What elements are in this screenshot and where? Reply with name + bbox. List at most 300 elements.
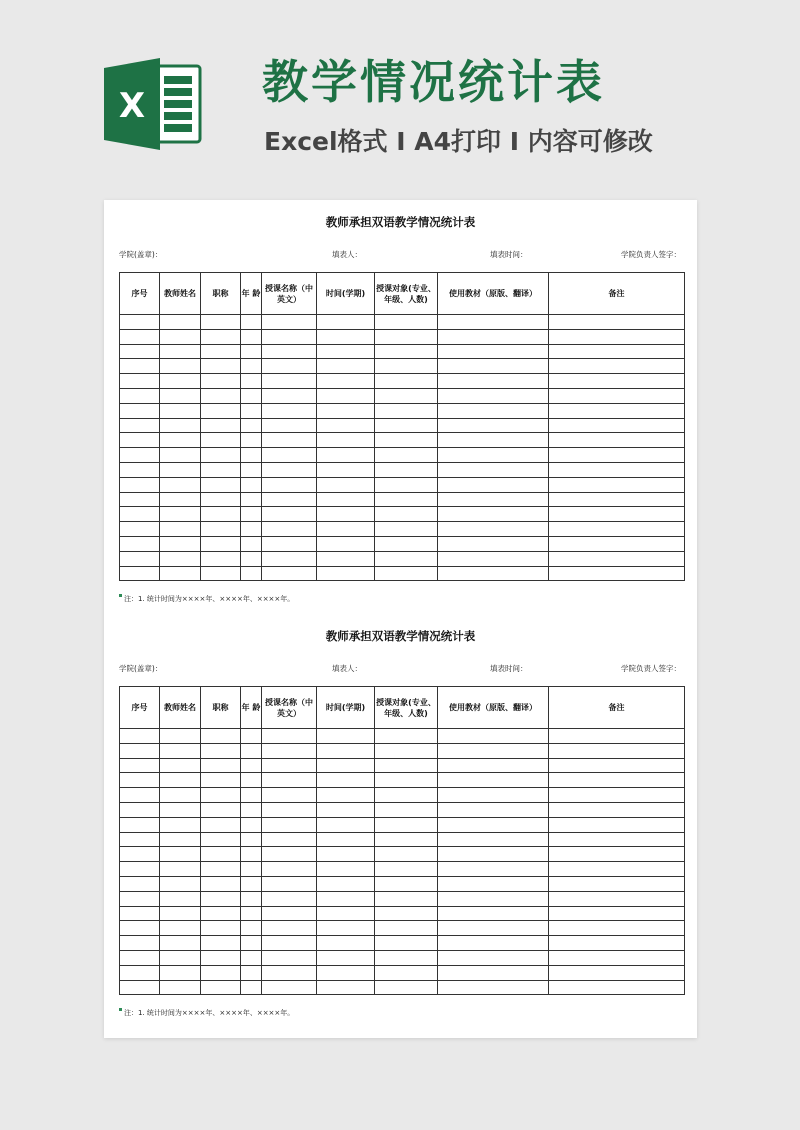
table-cell[interactable]	[549, 433, 685, 448]
table-cell[interactable]	[438, 773, 549, 788]
table-cell[interactable]	[438, 788, 549, 803]
table-cell[interactable]	[160, 403, 201, 418]
table-cell[interactable]	[241, 906, 262, 921]
table-cell[interactable]	[375, 773, 438, 788]
table-cell[interactable]	[317, 788, 375, 803]
table-cell[interactable]	[201, 921, 241, 936]
table-cell[interactable]	[160, 315, 201, 330]
table-cell[interactable]	[438, 551, 549, 566]
table-cell[interactable]	[120, 433, 160, 448]
table-cell[interactable]	[549, 950, 685, 965]
table-cell[interactable]	[120, 536, 160, 551]
table-cell[interactable]	[549, 832, 685, 847]
table-cell[interactable]	[438, 876, 549, 891]
table-cell[interactable]	[375, 315, 438, 330]
table-cell[interactable]	[549, 374, 685, 389]
table-cell[interactable]	[120, 507, 160, 522]
table-cell[interactable]	[549, 507, 685, 522]
table-cell[interactable]	[120, 876, 160, 891]
table-cell[interactable]	[375, 891, 438, 906]
table-cell[interactable]	[262, 862, 317, 877]
table-cell[interactable]	[262, 433, 317, 448]
table-cell[interactable]	[375, 980, 438, 995]
table-cell[interactable]	[160, 418, 201, 433]
table-cell[interactable]	[317, 980, 375, 995]
table-cell[interactable]	[201, 965, 241, 980]
table-cell[interactable]	[241, 876, 262, 891]
table-cell[interactable]	[317, 462, 375, 477]
table-cell[interactable]	[375, 359, 438, 374]
table-cell[interactable]	[549, 906, 685, 921]
table-cell[interactable]	[201, 388, 241, 403]
table-cell[interactable]	[241, 965, 262, 980]
table-cell[interactable]	[120, 743, 160, 758]
table-cell[interactable]	[317, 936, 375, 951]
table-cell[interactable]	[549, 921, 685, 936]
table-cell[interactable]	[375, 522, 438, 537]
table-cell[interactable]	[201, 403, 241, 418]
table-cell[interactable]	[438, 536, 549, 551]
table-cell[interactable]	[317, 522, 375, 537]
table-cell[interactable]	[549, 522, 685, 537]
table-cell[interactable]	[317, 448, 375, 463]
table-cell[interactable]	[201, 729, 241, 744]
table-cell[interactable]	[375, 374, 438, 389]
table-cell[interactable]	[317, 876, 375, 891]
table-cell[interactable]	[160, 862, 201, 877]
table-cell[interactable]	[201, 536, 241, 551]
table-cell[interactable]	[120, 891, 160, 906]
table-cell[interactable]	[241, 315, 262, 330]
table-cell[interactable]	[201, 448, 241, 463]
table-cell[interactable]	[241, 773, 262, 788]
table-cell[interactable]	[262, 847, 317, 862]
table-cell[interactable]	[549, 566, 685, 581]
table-cell[interactable]	[262, 788, 317, 803]
table-cell[interactable]	[375, 492, 438, 507]
table-cell[interactable]	[317, 433, 375, 448]
table-cell[interactable]	[549, 551, 685, 566]
table-cell[interactable]	[438, 743, 549, 758]
table-cell[interactable]	[375, 507, 438, 522]
table-cell[interactable]	[375, 743, 438, 758]
table-cell[interactable]	[241, 788, 262, 803]
table-cell[interactable]	[160, 773, 201, 788]
table-cell[interactable]	[317, 418, 375, 433]
table-cell[interactable]	[375, 388, 438, 403]
table-cell[interactable]	[262, 950, 317, 965]
table-cell[interactable]	[201, 418, 241, 433]
table-cell[interactable]	[160, 388, 201, 403]
table-cell[interactable]	[120, 729, 160, 744]
table-cell[interactable]	[438, 566, 549, 581]
table-cell[interactable]	[262, 359, 317, 374]
table-cell[interactable]	[241, 374, 262, 389]
table-cell[interactable]	[120, 921, 160, 936]
table-cell[interactable]	[262, 980, 317, 995]
table-cell[interactable]	[317, 374, 375, 389]
table-cell[interactable]	[375, 862, 438, 877]
table-cell[interactable]	[160, 359, 201, 374]
table-cell[interactable]	[375, 817, 438, 832]
table-cell[interactable]	[317, 403, 375, 418]
table-cell[interactable]	[317, 359, 375, 374]
table-cell[interactable]	[375, 832, 438, 847]
table-cell[interactable]	[438, 936, 549, 951]
table-cell[interactable]	[438, 462, 549, 477]
table-cell[interactable]	[160, 477, 201, 492]
table-cell[interactable]	[262, 522, 317, 537]
table-cell[interactable]	[241, 403, 262, 418]
table-cell[interactable]	[120, 344, 160, 359]
table-cell[interactable]	[549, 729, 685, 744]
table-cell[interactable]	[438, 847, 549, 862]
table-cell[interactable]	[241, 802, 262, 817]
table-cell[interactable]	[375, 477, 438, 492]
table-cell[interactable]	[120, 950, 160, 965]
table-cell[interactable]	[375, 566, 438, 581]
table-cell[interactable]	[120, 847, 160, 862]
table-cell[interactable]	[375, 729, 438, 744]
table-cell[interactable]	[201, 906, 241, 921]
table-cell[interactable]	[160, 936, 201, 951]
table-cell[interactable]	[317, 862, 375, 877]
table-cell[interactable]	[262, 743, 317, 758]
table-cell[interactable]	[262, 936, 317, 951]
table-cell[interactable]	[160, 891, 201, 906]
table-cell[interactable]	[262, 965, 317, 980]
table-cell[interactable]	[160, 344, 201, 359]
table-cell[interactable]	[201, 344, 241, 359]
table-cell[interactable]	[549, 388, 685, 403]
table-cell[interactable]	[160, 374, 201, 389]
table-cell[interactable]	[201, 566, 241, 581]
table-cell[interactable]	[438, 832, 549, 847]
table-cell[interactable]	[241, 477, 262, 492]
table-cell[interactable]	[120, 388, 160, 403]
table-cell[interactable]	[375, 462, 438, 477]
table-cell[interactable]	[549, 315, 685, 330]
table-cell[interactable]	[549, 418, 685, 433]
table-cell[interactable]	[160, 462, 201, 477]
table-cell[interactable]	[438, 403, 549, 418]
table-cell[interactable]	[160, 729, 201, 744]
table-cell[interactable]	[438, 817, 549, 832]
table-cell[interactable]	[375, 418, 438, 433]
table-cell[interactable]	[317, 344, 375, 359]
table-cell[interactable]	[262, 477, 317, 492]
table-cell[interactable]	[375, 448, 438, 463]
table-cell[interactable]	[375, 965, 438, 980]
table-cell[interactable]	[201, 507, 241, 522]
table-cell[interactable]	[375, 788, 438, 803]
table-cell[interactable]	[549, 329, 685, 344]
table-cell[interactable]	[375, 847, 438, 862]
table-cell[interactable]	[201, 891, 241, 906]
table-cell[interactable]	[241, 359, 262, 374]
table-cell[interactable]	[241, 492, 262, 507]
table-cell[interactable]	[438, 891, 549, 906]
table-cell[interactable]	[438, 906, 549, 921]
table-cell[interactable]	[201, 743, 241, 758]
table-cell[interactable]	[262, 492, 317, 507]
table-cell[interactable]	[201, 832, 241, 847]
table-cell[interactable]	[160, 788, 201, 803]
table-cell[interactable]	[120, 936, 160, 951]
table-cell[interactable]	[160, 448, 201, 463]
table-cell[interactable]	[317, 507, 375, 522]
table-cell[interactable]	[241, 329, 262, 344]
table-cell[interactable]	[160, 329, 201, 344]
table-cell[interactable]	[120, 315, 160, 330]
table-cell[interactable]	[201, 462, 241, 477]
table-cell[interactable]	[241, 418, 262, 433]
table-cell[interactable]	[375, 802, 438, 817]
table-cell[interactable]	[201, 329, 241, 344]
table-cell[interactable]	[241, 551, 262, 566]
table-cell[interactable]	[262, 462, 317, 477]
table-cell[interactable]	[549, 847, 685, 862]
table-cell[interactable]	[438, 315, 549, 330]
table-cell[interactable]	[241, 729, 262, 744]
table-cell[interactable]	[317, 743, 375, 758]
table-cell[interactable]	[438, 329, 549, 344]
table-cell[interactable]	[438, 965, 549, 980]
table-cell[interactable]	[120, 773, 160, 788]
table-cell[interactable]	[375, 758, 438, 773]
table-cell[interactable]	[160, 536, 201, 551]
table-cell[interactable]	[201, 788, 241, 803]
table-cell[interactable]	[201, 551, 241, 566]
table-cell[interactable]	[549, 773, 685, 788]
table-cell[interactable]	[262, 448, 317, 463]
table-cell[interactable]	[317, 758, 375, 773]
table-cell[interactable]	[160, 507, 201, 522]
table-cell[interactable]	[262, 906, 317, 921]
table-cell[interactable]	[160, 906, 201, 921]
table-cell[interactable]	[438, 492, 549, 507]
table-cell[interactable]	[201, 936, 241, 951]
table-cell[interactable]	[262, 773, 317, 788]
table-cell[interactable]	[160, 433, 201, 448]
table-cell[interactable]	[438, 522, 549, 537]
table-cell[interactable]	[120, 980, 160, 995]
table-cell[interactable]	[201, 950, 241, 965]
table-cell[interactable]	[438, 433, 549, 448]
table-cell[interactable]	[241, 462, 262, 477]
table-cell[interactable]	[120, 359, 160, 374]
table-cell[interactable]	[201, 802, 241, 817]
table-cell[interactable]	[160, 802, 201, 817]
table-cell[interactable]	[317, 847, 375, 862]
table-cell[interactable]	[375, 876, 438, 891]
table-cell[interactable]	[241, 980, 262, 995]
table-cell[interactable]	[120, 329, 160, 344]
table-cell[interactable]	[120, 551, 160, 566]
table-cell[interactable]	[241, 507, 262, 522]
table-cell[interactable]	[375, 433, 438, 448]
table-cell[interactable]	[120, 566, 160, 581]
table-cell[interactable]	[201, 374, 241, 389]
table-cell[interactable]	[549, 802, 685, 817]
table-cell[interactable]	[120, 788, 160, 803]
table-cell[interactable]	[317, 965, 375, 980]
table-cell[interactable]	[375, 536, 438, 551]
table-cell[interactable]	[241, 950, 262, 965]
table-cell[interactable]	[241, 536, 262, 551]
table-cell[interactable]	[317, 950, 375, 965]
table-cell[interactable]	[262, 832, 317, 847]
table-cell[interactable]	[201, 433, 241, 448]
table-cell[interactable]	[262, 817, 317, 832]
table-cell[interactable]	[317, 773, 375, 788]
table-cell[interactable]	[438, 758, 549, 773]
table-cell[interactable]	[120, 492, 160, 507]
table-cell[interactable]	[241, 388, 262, 403]
table-cell[interactable]	[120, 448, 160, 463]
table-cell[interactable]	[241, 817, 262, 832]
table-cell[interactable]	[201, 315, 241, 330]
table-cell[interactable]	[317, 566, 375, 581]
table-cell[interactable]	[317, 536, 375, 551]
table-cell[interactable]	[160, 817, 201, 832]
table-cell[interactable]	[438, 729, 549, 744]
table-cell[interactable]	[375, 906, 438, 921]
table-cell[interactable]	[262, 758, 317, 773]
table-cell[interactable]	[120, 802, 160, 817]
table-cell[interactable]	[160, 832, 201, 847]
table-cell[interactable]	[549, 492, 685, 507]
table-cell[interactable]	[549, 462, 685, 477]
table-cell[interactable]	[438, 921, 549, 936]
table-cell[interactable]	[549, 891, 685, 906]
table-cell[interactable]	[375, 950, 438, 965]
table-cell[interactable]	[120, 374, 160, 389]
table-cell[interactable]	[120, 862, 160, 877]
table-cell[interactable]	[549, 743, 685, 758]
table-cell[interactable]	[201, 773, 241, 788]
table-cell[interactable]	[241, 433, 262, 448]
table-cell[interactable]	[201, 980, 241, 995]
table-cell[interactable]	[241, 448, 262, 463]
table-cell[interactable]	[317, 477, 375, 492]
table-cell[interactable]	[549, 965, 685, 980]
table-cell[interactable]	[262, 729, 317, 744]
table-cell[interactable]	[120, 832, 160, 847]
table-cell[interactable]	[160, 551, 201, 566]
table-cell[interactable]	[241, 936, 262, 951]
table-cell[interactable]	[438, 862, 549, 877]
table-cell[interactable]	[438, 359, 549, 374]
table-cell[interactable]	[549, 980, 685, 995]
table-cell[interactable]	[375, 403, 438, 418]
table-cell[interactable]	[262, 921, 317, 936]
table-cell[interactable]	[262, 388, 317, 403]
table-cell[interactable]	[201, 522, 241, 537]
table-cell[interactable]	[262, 315, 317, 330]
table-cell[interactable]	[262, 344, 317, 359]
table-cell[interactable]	[262, 418, 317, 433]
table-cell[interactable]	[262, 551, 317, 566]
table-cell[interactable]	[160, 980, 201, 995]
table-cell[interactable]	[120, 403, 160, 418]
table-cell[interactable]	[241, 758, 262, 773]
table-cell[interactable]	[549, 477, 685, 492]
table-cell[interactable]	[438, 950, 549, 965]
table-cell[interactable]	[241, 832, 262, 847]
table-cell[interactable]	[317, 817, 375, 832]
table-cell[interactable]	[438, 448, 549, 463]
table-cell[interactable]	[160, 743, 201, 758]
table-cell[interactable]	[241, 921, 262, 936]
table-cell[interactable]	[549, 536, 685, 551]
table-cell[interactable]	[120, 965, 160, 980]
table-cell[interactable]	[549, 817, 685, 832]
table-cell[interactable]	[160, 921, 201, 936]
table-cell[interactable]	[317, 921, 375, 936]
table-cell[interactable]	[241, 566, 262, 581]
table-cell[interactable]	[241, 522, 262, 537]
table-cell[interactable]	[241, 891, 262, 906]
table-cell[interactable]	[201, 758, 241, 773]
table-cell[interactable]	[549, 788, 685, 803]
table-cell[interactable]	[549, 448, 685, 463]
table-cell[interactable]	[120, 758, 160, 773]
table-cell[interactable]	[375, 329, 438, 344]
table-cell[interactable]	[160, 847, 201, 862]
table-cell[interactable]	[160, 522, 201, 537]
table-cell[interactable]	[262, 802, 317, 817]
table-cell[interactable]	[262, 566, 317, 581]
table-cell[interactable]	[160, 950, 201, 965]
table-cell[interactable]	[160, 876, 201, 891]
table-cell[interactable]	[120, 477, 160, 492]
table-cell[interactable]	[317, 492, 375, 507]
table-cell[interactable]	[375, 936, 438, 951]
table-cell[interactable]	[438, 477, 549, 492]
table-cell[interactable]	[438, 418, 549, 433]
table-cell[interactable]	[160, 965, 201, 980]
table-cell[interactable]	[317, 729, 375, 744]
table-cell[interactable]	[262, 536, 317, 551]
table-cell[interactable]	[201, 492, 241, 507]
table-cell[interactable]	[241, 862, 262, 877]
table-cell[interactable]	[317, 388, 375, 403]
table-cell[interactable]	[549, 403, 685, 418]
table-cell[interactable]	[262, 329, 317, 344]
table-cell[interactable]	[201, 862, 241, 877]
table-cell[interactable]	[120, 462, 160, 477]
table-cell[interactable]	[549, 758, 685, 773]
table-cell[interactable]	[438, 374, 549, 389]
table-cell[interactable]	[317, 891, 375, 906]
table-cell[interactable]	[120, 522, 160, 537]
table-cell[interactable]	[262, 403, 317, 418]
table-cell[interactable]	[317, 329, 375, 344]
table-cell[interactable]	[375, 344, 438, 359]
table-cell[interactable]	[262, 374, 317, 389]
table-cell[interactable]	[438, 802, 549, 817]
table-cell[interactable]	[262, 507, 317, 522]
table-cell[interactable]	[375, 921, 438, 936]
table-cell[interactable]	[438, 344, 549, 359]
table-cell[interactable]	[160, 758, 201, 773]
table-cell[interactable]	[549, 876, 685, 891]
table-cell[interactable]	[201, 817, 241, 832]
table-cell[interactable]	[438, 980, 549, 995]
table-cell[interactable]	[262, 876, 317, 891]
table-cell[interactable]	[160, 492, 201, 507]
